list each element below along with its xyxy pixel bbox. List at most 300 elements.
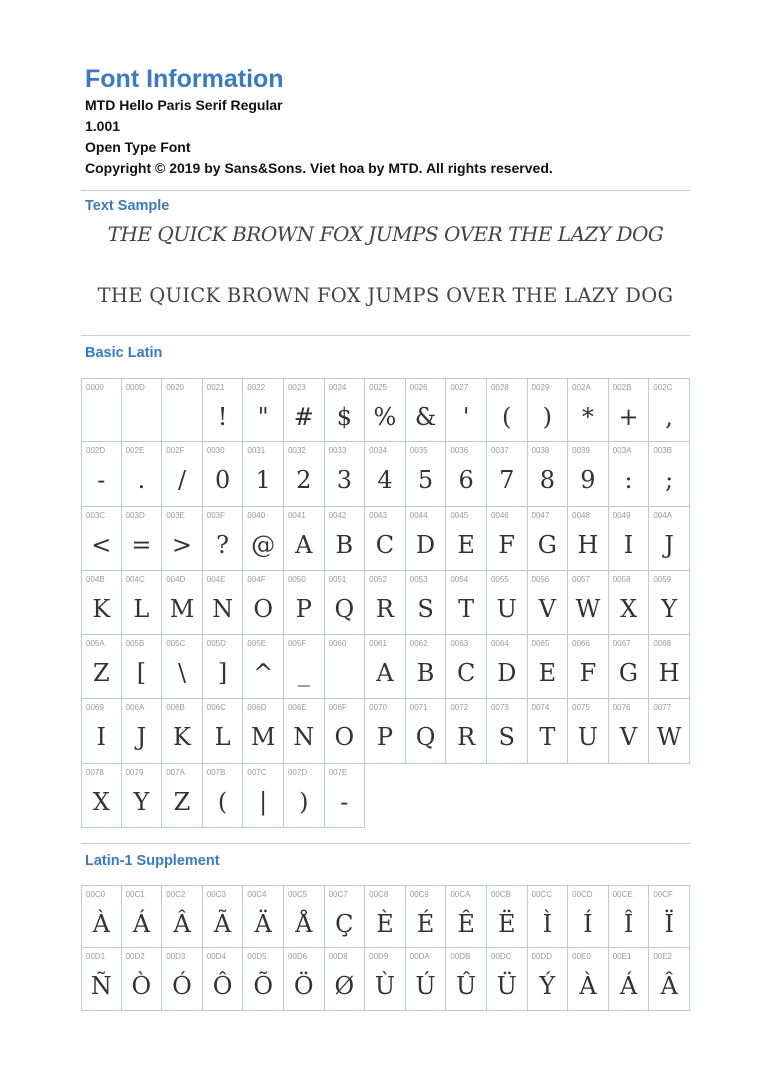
glyph-cell [81,571,122,635]
glyph-code: 00C7 [328,890,348,899]
glyph-sample: Ò [131,972,152,1000]
glyph-cell [487,699,528,763]
glyph-grid-basic-latin [81,378,690,828]
glyph-cell [325,507,366,571]
glyph-cell [162,764,203,828]
glyph-cell [162,635,203,699]
glyph-cell [609,442,650,506]
glyph-sample: D [497,659,517,688]
glyph-cell [649,635,690,699]
font-type: Open Type Font [85,139,191,155]
glyph-cell [325,378,366,442]
glyph-cell [568,885,609,948]
glyph-cell [487,885,528,948]
glyph-code: 00DD [531,952,552,961]
glyph-code: 0024 [328,383,347,392]
glyph-sample: À [92,910,110,938]
glyph-sample: ( [502,403,512,431]
glyph-code: 003F [206,510,226,520]
glyph-sample: E [457,530,475,559]
glyph-sample: Á [132,910,151,938]
glyph-code: 006E [287,703,307,713]
glyph-code: 0042 [328,510,347,520]
glyph-sample: C [375,530,395,559]
glyph-code: 0062 [409,639,428,649]
glyph-code: 00CC [531,890,552,899]
glyph-code: 0059 [653,574,672,584]
glyph-cell [406,507,447,571]
glyph-code: 00C9 [409,890,429,899]
glyph-sample: F [579,659,597,688]
glyph-code: 0060 [328,639,347,649]
glyph-code: 004A [653,510,672,520]
glyph-sample: Ê [457,910,475,938]
section-heading-text-sample: Text Sample [85,198,170,214]
glyph-sample: 8 [539,466,555,495]
glyph-cell [446,885,487,948]
glyph-sample: : [624,466,633,495]
glyph-code: 0025 [369,383,387,392]
glyph-sample: W [656,723,682,752]
glyph-code: 000D [125,383,145,392]
glyph-sample: N [212,594,234,623]
glyph-sample: Î [623,910,634,938]
glyph-code: 0045 [450,510,469,520]
font-info-header [85,64,691,179]
glyph-code: 0000 [86,383,104,392]
glyph-code: 0049 [612,510,631,520]
glyph-code: 0061 [369,639,387,649]
glyph-sample: / [177,466,187,495]
glyph-cell [203,699,244,763]
glyph-cell [122,507,163,571]
glyph-code: 003C [86,510,106,520]
glyph-sample: A [376,659,394,688]
glyph-sample: I [623,530,634,559]
glyph-sample: > [171,530,193,559]
glyph-code: 002F [166,446,185,456]
glyph-cell [284,571,325,635]
glyph-code: 002E [125,446,145,456]
glyph-cell [649,378,690,442]
glyph-code: 0029 [531,383,550,392]
font-version: 1.001 [85,118,121,134]
glyph-sample: Ù [374,972,396,1000]
glyph-cell [243,885,284,948]
glyph-code: 0041 [287,510,306,520]
glyph-code: 0067 [612,639,631,649]
glyph-cell [528,507,569,571]
glyph-sample: Ë [497,910,516,938]
glyph-cell [81,635,122,699]
glyph-cell [284,378,325,442]
glyph-sample: Â [173,910,191,938]
glyph-sample: B [416,659,435,688]
glyph-code: 00C5 [287,890,308,899]
glyph-code: 006D [247,703,267,713]
glyph-cell [81,885,122,948]
glyph-cell [487,442,528,506]
glyph-code: 006F [328,703,347,713]
glyph-code: 005E [247,639,267,649]
glyph-sample: P [376,723,394,752]
glyph-code: 00E0 [572,952,591,961]
glyph-sample: 1 [255,466,271,495]
glyph-code: 0038 [531,446,550,456]
glyph-sample: | [259,787,268,816]
glyph-cell [81,378,122,442]
glyph-sample: ^ [253,659,274,688]
glyph-cell [122,699,163,763]
glyph-cell [568,699,609,763]
glyph-code: 006A [125,703,145,713]
glyph-code: 005D [206,639,226,649]
glyph-sample: ! [217,403,228,431]
glyph-code: 00D3 [166,952,186,961]
glyph-cell [203,948,244,1011]
glyph-cell [609,507,650,571]
glyph-code: 002B [612,383,632,392]
glyph-cell [325,442,366,506]
glyph-cell [446,442,487,506]
glyph-code: 004B [86,574,105,584]
glyph-sample: Z [173,787,191,816]
glyph-sample: . [137,466,146,495]
glyph-cell [162,571,203,635]
glyph-sample: ; [665,466,674,495]
glyph-code: 00D9 [369,952,389,961]
glyph-cell [325,571,366,635]
glyph-cell [528,378,569,442]
glyph-code: 0054 [450,574,469,584]
glyph-sample: 0 [214,466,231,495]
glyph-cell [162,442,203,506]
glyph-sample: " [257,403,269,431]
glyph-cell [649,507,690,571]
glyph-sample: $ [336,403,352,431]
glyph-cell [122,948,163,1011]
glyph-code: 0050 [287,574,306,584]
glyph-cell [203,571,244,635]
glyph-cell [325,948,366,1011]
glyph-code: 0052 [369,574,387,584]
glyph-sample: ] [217,659,228,688]
glyph-cell [325,699,366,763]
glyph-sample: Õ [253,972,274,1000]
glyph-code: 0027 [450,383,469,392]
glyph-sample: À [579,972,597,1000]
glyph-code: 0046 [490,510,509,520]
glyph-code: 00CE [612,890,633,899]
glyph-sample: Ô [212,972,233,1000]
glyph-cell [528,442,569,506]
glyph-cell [487,378,528,442]
glyph-cell [528,885,569,948]
glyph-code: 0056 [531,574,550,584]
glyph-code: 0071 [409,703,428,713]
glyph-sample: ( [217,787,228,816]
glyph-cell [81,699,122,763]
glyph-code: 00E1 [612,952,632,961]
glyph-sample: Ì [542,910,553,938]
glyph-cell [284,885,325,948]
glyph-sample: R [457,723,476,752]
glyph-code: 00DB [450,952,471,961]
glyph-sample: Â [660,972,678,1000]
glyph-cell [568,507,609,571]
glyph-sample: O [253,594,274,623]
glyph-cell [243,507,284,571]
glyph-sample: U [577,723,599,752]
glyph-sample: S [498,723,515,752]
glyph-cell [122,885,163,948]
glyph-code: 003B [653,446,672,456]
glyph-code: 00DC [490,952,512,961]
glyph-code: 007C [247,767,267,777]
glyph-sample: @ [251,530,276,559]
glyph-sample: M [250,723,276,752]
glyph-cell [609,571,650,635]
glyph-cell [122,378,163,442]
glyph-code: 0073 [490,703,509,713]
glyph-cell [243,764,284,828]
glyph-sample: Y [661,594,678,623]
glyph-sample: Ø [334,972,355,1000]
glyph-cell [446,635,487,699]
glyph-code: 0064 [490,639,509,649]
glyph-cell [203,507,244,571]
glyph-code: 004E [206,574,226,584]
glyph-cell [406,699,447,763]
glyph-code: 00C8 [369,890,389,899]
glyph-sample: D [415,530,436,559]
glyph-cell [649,442,690,506]
glyph-code: 0032 [287,446,306,456]
glyph-sample: ) [542,403,553,431]
glyph-sample: V [619,723,638,752]
glyph-cell [446,507,487,571]
glyph-cell [325,764,366,828]
glyph-sample: Q [415,723,436,752]
glyph-sample: L [133,594,150,623]
glyph-sample: L [214,723,231,752]
glyph-sample: 5 [417,466,434,495]
glyph-sample: , [665,403,673,431]
glyph-code: 0037 [490,446,509,456]
glyph-cell [649,699,690,763]
glyph-code: 003D [125,510,145,520]
glyph-sample: - [97,466,106,495]
glyph-sample: Ç [335,910,354,938]
glyph-cell [365,378,406,442]
glyph-sample: J [664,530,674,559]
glyph-sample: X [619,594,638,623]
glyph-cell [365,885,406,948]
glyph-sample: # [293,403,314,431]
glyph-code: 004D [166,574,186,584]
glyph-cell [487,571,528,635]
glyph-code: 007E [328,767,348,777]
glyph-code: 0020 [166,383,184,392]
glyph-sample: 6 [458,466,474,495]
glyph-sample: < [91,530,112,559]
glyph-code: 0070 [369,703,387,713]
glyph-cell [487,507,528,571]
glyph-cell [325,885,366,948]
glyph-code: 00C2 [166,890,186,899]
glyph-cell [162,699,203,763]
glyph-code: 00C4 [247,890,267,899]
glyph-cell [203,764,244,828]
glyph-code: 0079 [125,767,144,777]
glyph-code: 00CF [653,890,673,899]
glyph-cell [122,571,163,635]
glyph-sample: Å [295,910,313,938]
glyph-code: 0055 [490,574,509,584]
glyph-code: 002A [572,383,591,392]
glyph-cell [365,948,406,1011]
glyph-code: 00CB [490,890,511,899]
glyph-code: 00D1 [86,952,106,961]
glyph-code: 007A [166,767,185,777]
glyph-sample: ? [216,530,230,559]
glyph-code: 00C0 [86,890,106,899]
glyph-sample: G [618,659,639,688]
glyph-sample: I [96,723,107,752]
glyph-sample: Ã [213,910,232,938]
glyph-sample: W [575,594,601,623]
glyph-sample: Ï [664,910,674,938]
glyph-code: 002D [86,446,106,456]
glyph-cell [284,764,325,828]
glyph-sample: _ [297,659,310,688]
glyph-code: 0044 [409,510,428,520]
glyph-cell [284,635,325,699]
glyph-code: 0021 [206,383,225,392]
glyph-cell [122,764,163,828]
glyph-sample: 4 [377,466,393,495]
glyph-sample: = [131,530,152,559]
glyph-cell [568,948,609,1011]
glyph-code: 005B [125,639,145,649]
glyph-sample: Ü [496,972,517,1000]
glyph-cell [609,635,650,699]
glyph-sample: Û [456,972,477,1000]
glyph-sample: 3 [336,466,352,495]
glyph-code: 003E [166,510,185,520]
glyph-cell [365,699,406,763]
glyph-cell [162,885,203,948]
glyph-cell [243,699,284,763]
glyph-code: 004F [247,574,266,584]
glyph-code: 0047 [531,510,550,520]
glyph-sample: Ä [254,910,272,938]
glyph-cell [528,948,569,1011]
glyph-code: 006B [166,703,185,713]
glyph-code: 007B [206,767,226,777]
glyph-sample: T [458,594,475,623]
glyph-code: 0033 [328,446,347,456]
glyph-cell [162,378,203,442]
glyph-code: 0031 [247,446,266,456]
glyph-sample: K [173,723,191,752]
glyph-cell [162,948,203,1011]
glyph-sample: Á [619,972,638,1000]
text-sample-plain: THE QUICK BROWN FOX JUMPS OVER THE LAZY DOG [97,284,674,307]
glyph-sample: Q [334,594,355,623]
glyph-code: 002C [653,383,673,392]
glyph-code: 0078 [86,767,104,777]
glyph-cell [81,507,122,571]
glyph-cell [203,635,244,699]
glyph-code: 0053 [409,574,428,584]
glyph-sample: J [136,723,147,752]
glyph-cell [609,699,650,763]
glyph-code: 003A [612,446,632,456]
glyph-sample: R [375,594,394,623]
glyph-cell [446,571,487,635]
divider [81,843,690,844]
glyph-code: 0063 [450,639,469,649]
glyph-code: 005A [86,639,105,649]
glyph-sample: - [340,787,349,816]
glyph-sample: * [581,403,594,431]
glyph-cell [446,378,487,442]
glyph-cell [528,571,569,635]
glyph-sample: & [414,403,437,431]
glyph-code: 0068 [653,639,672,649]
glyph-code: 0039 [572,446,590,456]
glyph-sample: Ñ [90,972,112,1000]
glyph-sample: 7 [499,466,515,495]
glyph-code: 00D6 [287,952,308,961]
glyph-cell [243,635,284,699]
glyph-sample: Í [583,910,593,938]
glyph-sample: O [334,723,355,752]
glyph-cell [446,699,487,763]
glyph-code: 004C [125,574,145,584]
glyph-sample: T [539,723,556,752]
glyph-cell [284,948,325,1011]
glyph-sample: G [537,530,557,559]
glyph-code: 0058 [612,574,631,584]
glyph-sample: Z [92,659,110,688]
glyph-sample: 9 [580,466,596,495]
glyph-sample: X [92,787,110,816]
glyph-sample: U [496,594,517,623]
glyph-code: 0076 [612,703,631,713]
glyph-cell [609,948,650,1011]
glyph-cell [528,635,569,699]
glyph-sample: M [169,594,195,623]
glyph-cell [406,948,447,1011]
glyph-cell [162,507,203,571]
glyph-sample: N [293,723,315,752]
glyph-cell [609,378,650,442]
glyph-code: 006C [206,703,226,713]
glyph-sample: F [498,530,516,559]
glyph-sample: B [335,530,354,559]
glyph-cell [365,571,406,635]
glyph-cell [568,635,609,699]
glyph-code: 0074 [531,703,550,713]
glyph-code: 007D [287,767,308,777]
glyph-sample: K [92,594,111,623]
glyph-cell [649,948,690,1011]
glyph-code: 0035 [409,446,428,456]
glyph-cell [81,764,122,828]
glyph-sample: P [295,594,312,623]
